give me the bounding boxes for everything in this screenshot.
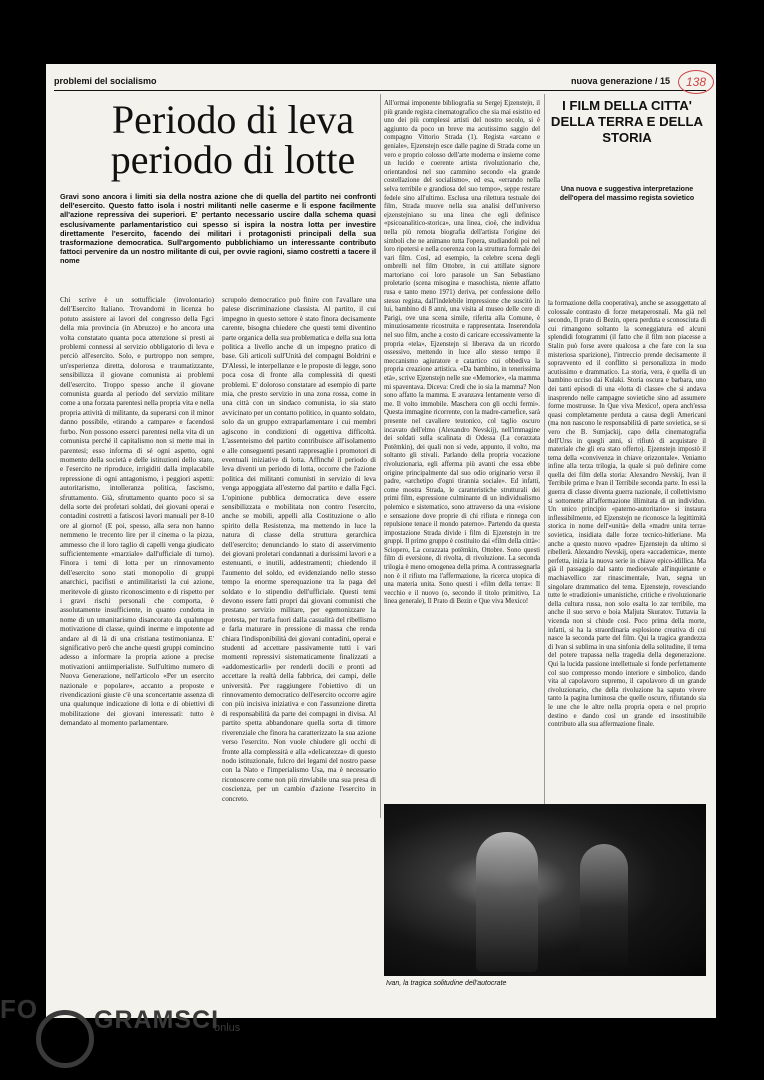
article-title: Periodo di leva periodo di lotte bbox=[110, 97, 356, 182]
film-article-title: I FILM DELLA CITTA' DELLA TERRA E DELLA STORIA bbox=[550, 98, 704, 145]
article-lead: Gravi sono ancora i limiti sia della nostra azione che di quella del partito nei confronti dell'esercito. Questo fatto isola i nostri militanti nelle caserme e li espone facilmente all'azione repressiva dei superiori. E' pertanto necessario uscire dalla schema quasi esclusivamente parlamentaristico cui spesso si ispira la nostra lotta per investire direttamente l'esercito, facendo dei militari i protagonisti principali della sua trasformazione democratica. Sull'argomento pubblichiamo un interessante contributo fattoci pervenire da un nostro militante di cui, per ovvie ragioni, siamo costretti a tacere il nome bbox=[60, 192, 376, 266]
newspaper-page bbox=[46, 64, 716, 1018]
film-article-column-1: All'ormai imponente bibliografia su Sergej Ejzenstejn, il più grande regista cinematografico che sia mai esistito ed uno dei più complessi artisti del nostro secolo, si è aggiunto da poco un breve ma acutissimo saggio del compagno Vittorio Strada (1). Regista «arcano e geniale», Ejzenstejn esce dalle pagine di Strada come un vero e proprio colosso dell'arte moderna e insieme come un lucido e coerente artista rivoluzionario che, orientandosi nel suo cammino secondo «la grande costellazione del socialismo», ed esa, «errando nella selva terribile e grandiosa del suo tempo», seppe restare fedele sino all'ultimo. Esclusa una rilettura testuale dei film, Strada muove nella sua analisi dell'universo ejzenstejniano su una linea che egli definisce «psicoanalitico-storica», una linea, cioè, che individua nella più remota biografia dell'artista l'origine dei simboli che ne animano tutta l'opera, studiandoli poi nel loro ripetersi e nella coerenza con la struttura formale dei vari film. Così, ad esempio, la celebre scena degli ombrelli nel film Ottobre, in cui attillate signore martoriano coi loro parasole un San Sebastiano proletario (scena misogina e masochista, niente affatto rusa e tanto meno 1971) deriva, per confessione dello stesso regista, dall'indelebile impressione che suscitò in lui, bambino di 8 anni, una visita al museo delle cere di Parigi, ove una scena simile, riferita alla Comune, è minuziosamente ricostruita e rappresentata. Inserendola nel suo film, anche a costo di caricare eccessivamente la propria «tela», Ejzenstejn si liberava da un ricordo ossessivo, mettendo in luce allo stesso tempo il meccanismo agiuratore e catartico cui obbediva la propria creazione artistica. «Da bambino, in tenerissima età», scrive Ejzenstejn nelle sue «Memorie», «la mamma mi spaventava. Diceva: Credi che io sia la mamma? Non sono affatto la mamma. E avanzava lentamente verso di me. Il volto immobile. Maschera con gli occhi fermi». Questa immagine ricorrente, con la madre-carnefice, sarà presente nel cavaliere teutonico, col taglio oscuro incavato dell'elmo (Alexandro Nevskij), nell'immagine dei soldati sulla scalinata di Odessa (La corazzata Potëmkin), dei quali non si vede, appunto, il volto, ma soltanto gli stivali. Parlando della propria vocazione rivoluzionaria, egli afferma più avanti che essa ebbe origine principalmente dal suo odio originario verso il padre, «archetipo d'ogni tirannia sociale». Ed infatti, come mostra Strada, le caratteristiche strutturali dei primi film, espressione culminante di un individualismo polemico e sistematico, sono attraverso da una «visione e sensazione dove proprie di chi rifiuta e rinnega con repulsione tenace il mondo paterno». Partendo da questa impostazione Strada divide i film di Ejzenstejn in tre gruppi. Il primo gruppo è costituito dai «film della città»: Sciopero, La corazzata potëmkin, Ottobre. Sono questi film di eversione, di rivolta, di rivoluzione. La seconda trilogia è meno omogenea della prima. A contrassegnarla non è il rifiuto ma l'affermazione, la ricerca utopica di una materia unita. Sono questi i «film della terra»: Il vecchio e il nuovo (o, secondo il titolo primitivo, La linea generale), Il Prato di Bezin e Que viva Mexico! bbox=[384, 100, 540, 606]
watermark-brand: GRAMSCI bbox=[94, 1006, 220, 1034]
film-still-photo bbox=[384, 804, 706, 976]
issue-label: nuova generazione / 15 bbox=[570, 76, 670, 86]
page-header bbox=[54, 76, 706, 91]
column-divider bbox=[380, 94, 381, 818]
handwritten-page-number: 138 bbox=[678, 70, 714, 94]
column-divider bbox=[544, 94, 545, 818]
archive-watermark bbox=[0, 992, 764, 1080]
film-article-subtitle: Una nuova e suggestiva interpretazione dell'opera del massimo regista sovietico bbox=[559, 186, 695, 202]
figure-silhouette bbox=[580, 844, 628, 972]
watermark-prefix: FO bbox=[0, 994, 39, 1024]
watermark-suffix: onlus bbox=[214, 1022, 241, 1034]
logo-ring-icon bbox=[36, 1010, 94, 1068]
article-column-2: scrupolo democratico può finire con l'avallare una palese discriminazione classista. Al partito, il cui impegno in questo settore è stato finora decisamente carente, bisogna chiedere che questi temi diventino parte organica della sua problematica e della sua lotta politica a livello anche di un impegno pratico di base. Gli articoli sull'Unità del compagni Boldrini e D'Alessi, le interpellanze e le proposte di legge, sono poca cosa di fronte alla complessità di questi problemi. E' doloroso constatare ad esempio di parte mia, che presto servizio in una zona rossa, come in una città con un sindaco comunista, io sia stato avvicinato per un contatto politico, in quanto soldato, solo da un gruppo extraparlamentare i cui membri agiscono in condizioni di oggettiva difficoltà. L'assenteismo del partito contribuisce all'isolamento e alle conseguenti pesanti rappresaglie i promotori di eventuali iniziative di lotta. Affinché il periodo di leva diventi un periodo di lotta, occorre che l'azione politica dei militanti comunisti in servizio di leva venga appoggiata all'esterno dal partito e dalla Fgci. L'opinione pubblica democratica deve essere sensibilizzata e mobilitata non contro l'esercito, anche se mobili, appelli alla Costituzione o allo spirito della Resistenza, ma mettendo in luce la natura di classe della struttura gerarchica dell'esercito; denunciando lo stato di asservimento dei giovani proletari condannati a durissimi lavori e a estenuanti, e inutili, addestramenti; chiedendo il l'aumento del soldo, ed evidenziando nello stesso tempo la enorme sperequazione tra la paga del soldato e lo stipendio dell'ufficiale. Questi temi devono essere fatti propri dai giovani comunisti che prestano servizio militare, per egemonizzare la protesta, per trarla fuori dalla casualità del ribellismo e farla maturare in pressione di massa che renda chiara l'indisponibilità dei giovani contadini, operai e studenti ad accettare passivamente tutti i vari momenti repressivi sistematicamente finalizzati a «addomesticarli» per renderli docili e pronti ad accettare la realtà della fabbrica, dei campi, delle università. Per raggiungere l'obiettivo di un rinnovamento democratico dell'esercito occorre agire con più incisiva iniziativa e con l'assunzione diretta di responsabilità da parte dei compagni in divisa. Al partito spetta abbandonare quella sorta di timore riverenziale che finora ha caratterizzato la sua azione verso l'esercito. Non vuole chiudere gli occhi di fronte alla complessità e alla «delicatezza» di questo nodo istituzionale, fulcro dei legami del nostro paese con la Nato e l'imperialismo Usa, ma è necessario riconoscere come non più rinviabile una sua presa di coscienza, per un cambio d'azione l'esercito in concreto. bbox=[222, 296, 376, 803]
film-article-column-2: la formazione della cooperativa), anche se assoggettato al colossale contrasto di forze metaperosnali. Ma già nel secondo, Il prato di Bezin, opera perduta e sconosciuta di cui rimangono soltanto la sceneggiatura ed alcuni splendidi fotogrammi (il fatto che il film non piacesse a Stalin può forse avere qualcosa a che fare con la sua misteriosa sparizione), l'intreccio prende decisamente il sopravvento ed il conflitto si personalizza in modo acutissimo e drammatico. La storia, vera, è quella di un bambino ucciso dai Kulaki. Storia oscura e barbara, uno dei tanti episodi di una «lotta di classe» che si andava inasprendo nelle campagne sovietiche sino ad assumere forme mostruose. In Que viva Mexico!, opera anch'essa quasi completamente perduta a causa degli Americani (ma non nascono le responsabilità di parte sovietica, se si vero che B. Sumjackij, capo della cinematografia dell'Urss in quegli anni, si rifiutò di acquistare il materiale che gli era stato offerto). Ejzenstejn impostò il tema della «convivenza in chiave orizzontale». Veniamo infine alla terza trilogia, la quale si può definire come quella dei film della storia: Alexandro Nevskij, Ivan il Terribile prima e Ivan il Terribile seconda parte. In essi la guerra di classe diventa guerra nazionale, il collettivismo si sottomette all'affermazione illimitata di un individuo. Un unico principio «paterno-autoritario» si instaura inflessibilmente, ed Ejzenstejn ne riconosce la legittimità storica in nome dell'«unità» della «madre unita terra» sovietica, insidiata dalle forze tecnico-hitleriane. Ma anche a questo nuovo «padre» Ejzenstejn da ultimo si ribellerà. Alexandro Nevskij, opera «accademica», mente perfetta, inizia la nuova serie in chiave epico-idillica. Ma già il passaggio dal santo medioevale all'inquietante e machiavellico zar rinascimentale, Ivan, segna un singolare drammatico del tema. Ejzenstejn, rovesciando tutte le «tradizioni» umanistiche, critiche e rivoluzionarie della cultura russa, non solo esalta lo zar terribile, ma anche il suo servo e boia Maljuta Skuratov. Tuttavia la vicenda non si chiude così. Poco prima della morte, infatti, si ha la straordinaria esplosione creativa di cui nasce la seconda parte del film. Qui la tragica grandezza di Ivan si sublima in una sinfonia della solitudine, il tema del potere trapassa nella tragedia della degenerazione. Qui la lucida passione intellettuale si fonde perfettamente col suo compresso mondo interiore e simbolico, dando vita al capolavoro supremo, il capolavoro di un grande rivoluzionario, che della rivoluzione ha saputo vivere tanto la pagina luminosa che quelle oscure, rifiutando sia le une che le altre nella propria opera e nel proprio destino e dando così un grande ed insostituibile contributo alla sua affermazione finale. bbox=[548, 300, 706, 729]
article-column-1: Chi scrive è un sottufficiale (involontario) dell'Esercito Italiano. Trovandomi in licenza ho potuto assistere ai lavori del congresso della Fgci della mia provincia (in Abruzzo) e ho ancora una volta constatato quanta poca attenzione si presti ai problemi connessi al servizio obbligatorio di leva e perciò all'esercito. Solo, e purtroppo non sempre, un'esperienza diretta, dolorosa e traumatizzante, sensibilizza il giovane comunista ai problemi dell'esercito. Troppo spesso anche il giovane comunista guarda al periodo del servizio militare come a una forzata parentesi nella propria vita e nella propria attività di militante, da superarsi con il minor danno possibile, «tirando a campare» e facendosi furbo. Non possono esserci parentesi nella vita di un comunista perché il capitalismo non si mette mai in parentesi; esso informa di sé ogni aspetto, ogni momento della società e delle istituzioni dello stato, e l'esercito ne riproduce, irrigiditi dalla implacabile repressione di ogni antagonismo, i peggiori aspetti: autoritarismo, intolleranza politica, fascismo, sfruttamento. Già, sfruttamento quanto poco si sa della sorte dei profetari soldati, dei giovani operai e contadini costretti a fatiscosi lavori manuali per 8-10 ore al giorno! (E poi, spesso, alla sera non hanno nemmeno le trecento lire per il cinema o la pizza, ammesso che il loro taglio di capelli venga giudicato sufficientemente «marziale» dall'ufficiale di turno). Finora i temi di lotta per un rinnovamento dell'esercito sono stati monopolio di gruppi anarchici, pacifisti e antimilitaristi la cui azione, meritevole di giusto riconoscimento e di rispetto per i gravi rischi personali che comporta, è assolutamente insufficiente, in quanto condotta in nome di un umanitarismo disancorato da qualunque motivazione di classe, quindi inerme e impotente ad andare al di là di una cristiana testimonianza. E' significativo però che anche questi gruppi comincino adesso a informare la propria azione a precise motivazioni antiimperialiste. Sull'ultimo numero di Nuova Generazione, nell'articolo «Per un esercito nazionale e popolare», accanto a proposte e rivendicazioni giuste c'è una sconcertante assenza di una qualunque indicazione di lotta e di obiettivi di mobilitazione dei giovani interessati: tutto è demandato al momento parlamentare. bbox=[60, 296, 214, 728]
section-label: problemi del socialismo bbox=[54, 76, 157, 86]
photo-caption: Ivan, la tragica solitudine dell'autocrate bbox=[386, 980, 507, 987]
figure-silhouette bbox=[476, 832, 538, 972]
